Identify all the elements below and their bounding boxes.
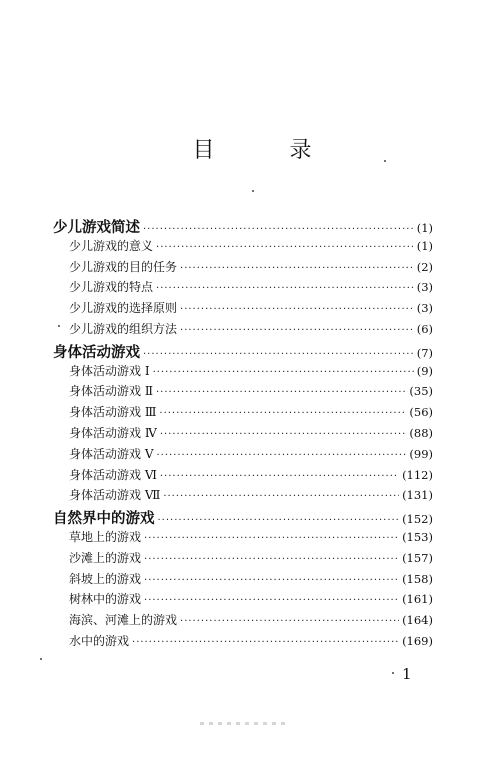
entry-title: 身体活动游戏 Ⅱ bbox=[69, 384, 153, 399]
dot-leader bbox=[159, 408, 406, 419]
dot-leader bbox=[144, 554, 399, 565]
toc-entry[interactable] bbox=[53, 549, 433, 570]
toc-entry[interactable] bbox=[53, 299, 433, 320]
toc-entry[interactable] bbox=[53, 486, 433, 507]
entry-page: (161) bbox=[402, 592, 433, 607]
section-page: (1) bbox=[416, 221, 433, 235]
entry-page: (2) bbox=[416, 259, 433, 274]
entry-title: 身体活动游戏 Ⅵ bbox=[69, 467, 157, 482]
entry-page: (153) bbox=[402, 529, 433, 544]
section-title: 少儿游戏简述 bbox=[53, 220, 140, 236]
entry-page: (9) bbox=[416, 363, 433, 378]
toc-entry[interactable] bbox=[53, 320, 433, 341]
entry-page: (157) bbox=[402, 550, 433, 565]
toc-entry[interactable] bbox=[53, 590, 433, 611]
section-title: 自然界中的游戏 bbox=[53, 511, 155, 528]
dot-leader bbox=[163, 491, 399, 502]
toc-entry[interactable] bbox=[53, 466, 433, 487]
entry-title: 少儿游戏的特点 bbox=[69, 280, 154, 295]
entry-page: (3) bbox=[416, 301, 433, 316]
toc-entry[interactable] bbox=[53, 528, 433, 549]
dot-leader bbox=[143, 224, 414, 235]
toc-entry[interactable] bbox=[53, 611, 433, 632]
entry-page: (158) bbox=[402, 571, 433, 586]
page-title: 目 录 bbox=[192, 138, 346, 163]
toc-entry[interactable] bbox=[53, 362, 433, 383]
entry-title: 少儿游戏的选择原则 bbox=[69, 301, 178, 316]
dot-leader bbox=[180, 263, 414, 274]
entry-title: 海滨、河滩上的游戏 bbox=[69, 613, 178, 628]
entry-title: 草地上的游戏 bbox=[69, 529, 142, 544]
toc-entry[interactable] bbox=[53, 278, 433, 299]
entry-title: 沙滩上的游戏 bbox=[69, 550, 142, 565]
section-title: 身体活动游戏 bbox=[53, 344, 140, 361]
entry-page: (3) bbox=[416, 280, 433, 295]
table-of-contents bbox=[53, 216, 433, 653]
toc-entry[interactable] bbox=[53, 445, 433, 466]
entry-page: (35) bbox=[409, 384, 433, 399]
entry-page: (1) bbox=[416, 238, 433, 253]
entry-page: (112) bbox=[402, 467, 433, 482]
toc-entry[interactable] bbox=[53, 632, 433, 653]
entry-title: 少儿游戏的组织方法 bbox=[69, 321, 178, 336]
toc-entry[interactable] bbox=[53, 258, 433, 279]
toc-entry[interactable] bbox=[53, 382, 433, 403]
entry-page: (99) bbox=[409, 446, 433, 461]
dot-leader bbox=[144, 575, 399, 586]
toc-section-heading[interactable] bbox=[53, 216, 433, 237]
dot-leader bbox=[158, 515, 400, 526]
toc-entry[interactable] bbox=[53, 403, 433, 424]
entry-page: (88) bbox=[409, 425, 433, 440]
toc-section-heading[interactable] bbox=[53, 507, 433, 528]
toc-entry[interactable] bbox=[53, 570, 433, 591]
dot-leader bbox=[144, 533, 399, 544]
scan-smudge bbox=[200, 722, 290, 725]
entry-page: (169) bbox=[402, 633, 433, 648]
entry-page: (131) bbox=[402, 488, 433, 503]
dot-leader bbox=[180, 616, 399, 627]
dot-leader bbox=[132, 637, 399, 648]
dot-leader bbox=[153, 367, 414, 378]
dot-leader bbox=[180, 325, 414, 336]
entry-title: 身体活动游戏 Ⅲ bbox=[69, 405, 157, 420]
entry-title: 斜坡上的游戏 bbox=[69, 571, 142, 586]
dot-leader bbox=[156, 450, 406, 461]
entry-page: (6) bbox=[416, 321, 433, 336]
dot-leader bbox=[143, 349, 414, 360]
toc-section-heading[interactable] bbox=[53, 341, 433, 362]
scan-speck bbox=[58, 325, 60, 327]
dot-leader bbox=[144, 595, 399, 606]
scan-speck bbox=[252, 190, 254, 192]
dot-leader bbox=[180, 304, 414, 315]
entry-title: 身体活动游戏 Ⅰ bbox=[69, 363, 150, 378]
toc-entry[interactable] bbox=[53, 237, 433, 258]
entry-title: 水中的游戏 bbox=[69, 633, 130, 648]
entry-title: 身体活动游戏 Ⅴ bbox=[69, 446, 154, 461]
entry-title: 少儿游戏的目的任务 bbox=[69, 259, 178, 274]
scan-speck bbox=[40, 658, 42, 660]
entry-page: (164) bbox=[402, 613, 433, 628]
section-page: (7) bbox=[416, 345, 433, 360]
page-number: 1 bbox=[402, 665, 412, 683]
dot-leader bbox=[160, 429, 407, 440]
dot-leader bbox=[156, 242, 414, 253]
scan-speck bbox=[392, 672, 394, 674]
toc-entry[interactable] bbox=[53, 424, 433, 445]
dot-leader bbox=[160, 471, 399, 482]
entry-page: (56) bbox=[409, 405, 433, 420]
entry-title: 身体活动游戏 Ⅶ bbox=[69, 488, 161, 503]
section-page: (152) bbox=[402, 512, 433, 527]
entry-title: 少儿游戏的意义 bbox=[69, 238, 154, 253]
dot-leader bbox=[156, 283, 414, 294]
entry-title: 树林中的游戏 bbox=[69, 592, 142, 607]
dot-leader bbox=[156, 387, 406, 398]
entry-title: 身体活动游戏 Ⅳ bbox=[69, 425, 157, 440]
scan-speck bbox=[384, 160, 386, 162]
